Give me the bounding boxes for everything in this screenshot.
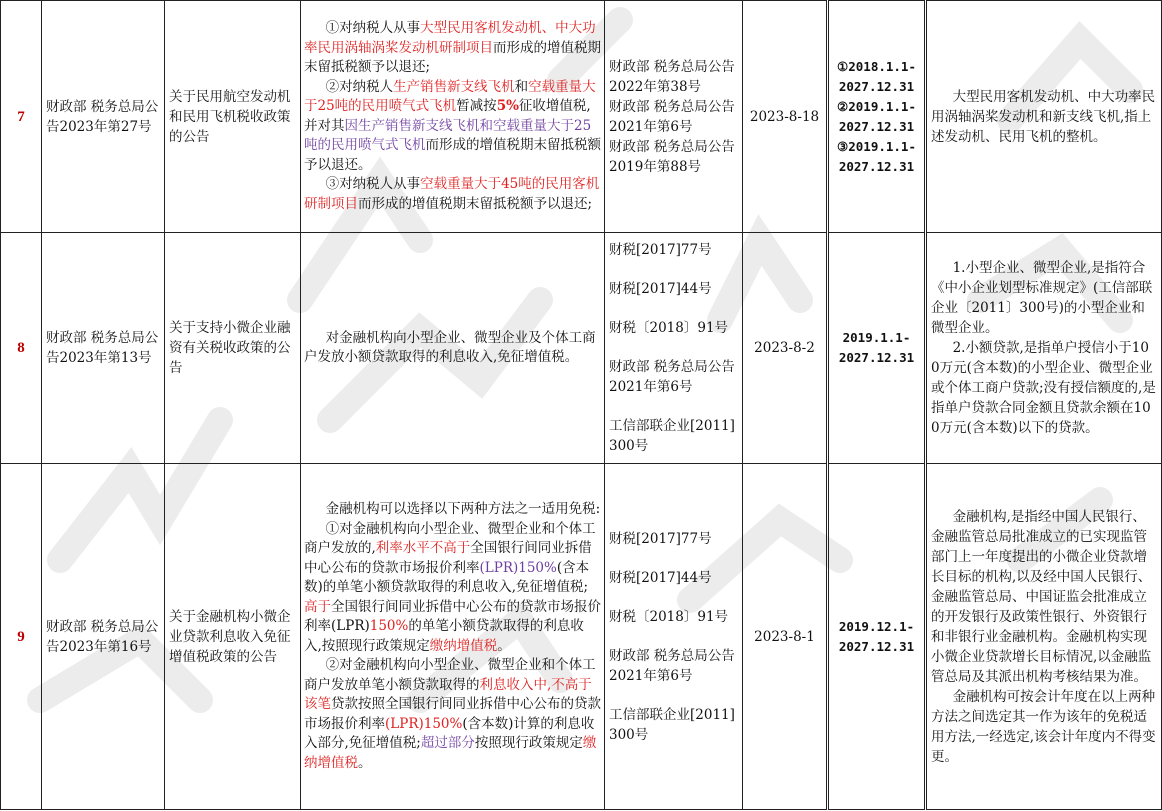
policy-basis: 财税[2017]77号 财税[2017]44号 财税〔2018〕91号 财政部 税务总局公告2021年第6号 工信部联企业[2011]300号	[605, 233, 743, 464]
remarks: 1.小型企业、微型企业,是指符合《中小企业划型标准规定》(工信部联企业〔2011〕300号)的小型企业和微型企业。 2.小额贷款,是指单户授信小于100万元(含本数)的小型企业、微型企业或个体工商户贷款;没有授信额度的,是指单户贷款合同金额且贷款余额在100万元(含本数)以下的贷款。	[926, 233, 1162, 464]
document-number: 财政部 税务总局公告2023年第13号	[42, 233, 165, 464]
remarks: 大型民用客机发动机、中大功率民用涡轴涡桨发动机和新支线飞机,指上述发动机、民用飞机的整机。	[926, 1, 1162, 233]
row-number: 8	[1, 233, 42, 464]
table-row	[1, 233, 1162, 464]
policy-content: 对金融机构向小型企业、微型企业及个体工商户发放小额贷款取得的利息收入,免征增值税。	[301, 233, 605, 464]
row-number: 7	[1, 1, 42, 233]
table-row	[1, 464, 1162, 810]
remarks: 金融机构,是指经中国人民银行、金融监管总局批准成立的已实现监管部门上一年度提出的小微企业贷款增长目标的机构,以及经中国人民银行、金融监管总局、中国证监会批准成立的开发银行及政策性银行、外资银行和非银行业金融机构。金融机构实现小微企业贷款增长目标情况,以金融监管总局及其派出机构考核结果为准。 金融机构可按会计年度在以上两种方法之间选定其一作为该年的免税适用方法,一经选定,该会计年度内不得变更。	[926, 464, 1162, 810]
policy-basis: 财政部 税务总局公告2022年第38号 财政部 税务总局公告2021年第6号 财政部 税务总局公告2019年第88号	[605, 1, 743, 233]
document-number: 财政部 税务总局公告2023年第27号	[42, 1, 165, 233]
document-number: 财政部 税务总局公告2023年第16号	[42, 464, 165, 810]
table-row	[1, 1, 1162, 233]
issue-date: 2023-8-18	[743, 1, 828, 233]
row-number: 9	[1, 464, 42, 810]
valid-period: 2019.1.1- 2027.12.31	[828, 233, 926, 464]
issue-date: 2023-8-1	[743, 464, 828, 810]
policy-content: 金融机构可以选择以下两种方法之一适用免税: ①对金融机构向小型企业、微型企业和个体工商户发放的,利率水平不高于全国银行间同业拆借中心公布的贷款市场报价利率(LPR)150%(含本数)的单笔小额贷款取得的利息收入,免征增值税;高于全国银行间同业拆借中心公布的贷款市场报价利率(LPR)150%的单笔小额贷款取得的利息收入,按照现行政策规定缴纳增值税。 ②对金融机构向小型企业、微型企业和个体工商户发放单笔小额贷款取得的利息收入中,不高于该笔贷款按照全国银行间同业拆借中心公布的贷款市场报价利率(LPR)150%(含本数)计算的利息收入部分,免征增值税;超过部分按照现行政策规定缴纳增值税。	[301, 464, 605, 810]
policy-title: 关于金融机构小微企业贷款利息收入免征增值税政策的公告	[165, 464, 301, 810]
policy-basis: 财税[2017]77号 财税[2017]44号 财税〔2018〕91号 财政部 税务总局公告2021年第6号 工信部联企业[2011]300号	[605, 464, 743, 810]
policy-content: ①对纳税人从事大型民用客机发动机、中大功率民用涡轴涡桨发动机研制项目而形成的增值税期末留抵税额予以退还; ②对纳税人生产销售新支线飞机和空载重量大于25吨的民用喷气式飞机暂减按5%征收增值税,并对其因生产销售新支线飞机和空载重量大于25吨的民用喷气式飞机而形成的增值税期末留抵税额予以退还。 ③对纳税人从事空载重量大于45吨的民用客机研制项目而形成的增值税期末留抵税额予以退还;	[301, 1, 605, 233]
valid-period: ①2018.1.1- 2027.12.31 ②2019.1.1- 2027.12.31 ③2019.1.1- 2027.12.31	[828, 1, 926, 233]
valid-period: 2019.12.1- 2027.12.31	[828, 464, 926, 810]
policy-title: 关于支持小微企业融资有关税收政策的公告	[165, 233, 301, 464]
policy-title: 关于民用航空发动机和民用飞机税收政策的公告	[165, 1, 301, 233]
issue-date: 2023-8-2	[743, 233, 828, 464]
